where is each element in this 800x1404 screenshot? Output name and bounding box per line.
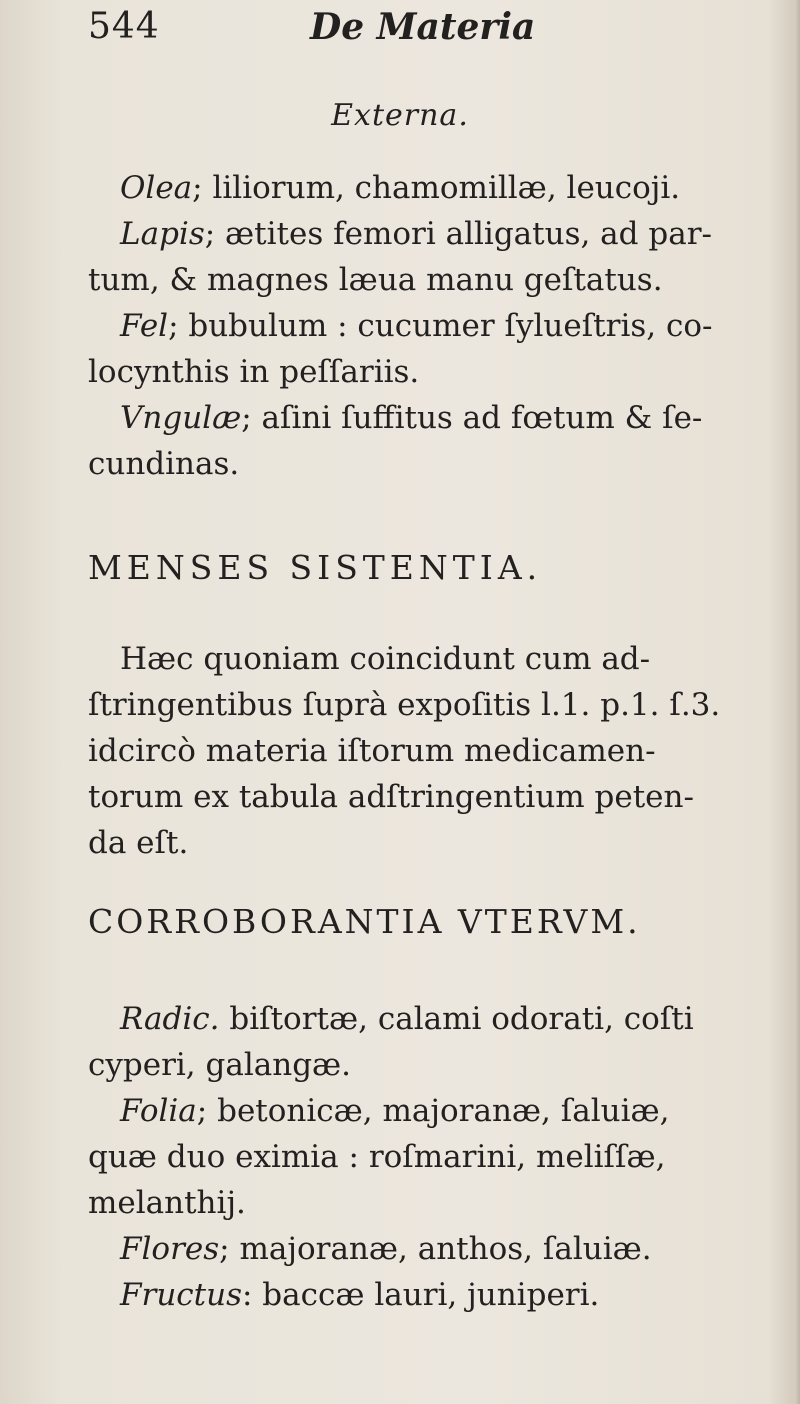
entry-term: Flores [120, 1231, 220, 1267]
page-edge [794, 0, 800, 1404]
section-heading-menses: MENSES SISTENTIA. [88, 548, 543, 587]
entry-text: ; betonicæ, majoranæ, ſaluiæ, [196, 1093, 670, 1129]
entry-text: ; bubulum : cucumer ſylueſtris, co- [168, 308, 713, 344]
list-item [88, 349, 758, 395]
paragraph-line: idcircò materia iſtorum medicamen- [88, 733, 656, 769]
entry-text: cyperi, galangæ. [88, 1047, 352, 1083]
paragraph-line: ſtringentibus ſuprà expoſitis l.1. p.1. ſ.3. [88, 687, 721, 723]
list-item [88, 211, 758, 257]
page-number: 544 [88, 6, 160, 47]
list-item [88, 1042, 758, 1088]
entry-text: ; majoranæ, anthos, ſaluiæ. [219, 1231, 652, 1267]
menses-paragraph [88, 636, 758, 866]
entry-term: Fructus [120, 1277, 242, 1313]
entry-term: Lapis [120, 216, 205, 252]
section-subtitle: Externa. [331, 98, 469, 133]
entry-term: Olea [120, 170, 193, 206]
page-header [88, 6, 708, 56]
list-item [88, 1272, 758, 1318]
entry-text: ; aſini ſuffitus ad fœtum & ſe- [241, 400, 703, 436]
entry-text: biſtortæ, calami odorati, coſti [219, 1001, 694, 1037]
corroborantia-list [88, 996, 758, 1318]
list-item [88, 1088, 758, 1134]
list-item [88, 996, 758, 1042]
list-item [88, 1134, 758, 1180]
entry-term: Fel [120, 308, 169, 344]
list-item [88, 165, 758, 211]
entry-term: Folia [120, 1093, 197, 1129]
list-item [88, 441, 758, 487]
entry-text: ; ætites femori alligatus, ad par- [204, 216, 712, 252]
list-item [88, 1180, 758, 1226]
paragraph-line: Hæc quoniam coincidunt cum ad- [120, 641, 651, 677]
list-item [88, 257, 758, 303]
paragraph-line: da eſt. [88, 825, 189, 861]
entry-term: Radic. [120, 1001, 220, 1037]
entry-text: : baccæ lauri, juniperi. [242, 1277, 600, 1313]
list-item [88, 303, 758, 349]
entry-term: Vngulæ [120, 400, 242, 436]
externa-list [88, 165, 758, 487]
entry-text: quæ duo eximia : roſmarini, meliſſæ, [88, 1139, 666, 1175]
entry-text: cundinas. [88, 446, 240, 482]
list-item [88, 395, 758, 441]
entry-text: locynthis in peſſariis. [88, 354, 420, 390]
entry-text: tum, & magnes læua manu geſtatus. [88, 262, 663, 298]
running-title: De Materia [310, 6, 536, 48]
section-heading-corroborantia: CORROBORANTIA VTERVM. [88, 902, 641, 941]
list-item [88, 1226, 758, 1272]
paragraph-line: torum ex tabula adſtringentium peten- [88, 779, 694, 815]
entry-text: ; liliorum, chamomillæ, leucoji. [192, 170, 681, 206]
entry-text: melanthij. [88, 1185, 246, 1221]
